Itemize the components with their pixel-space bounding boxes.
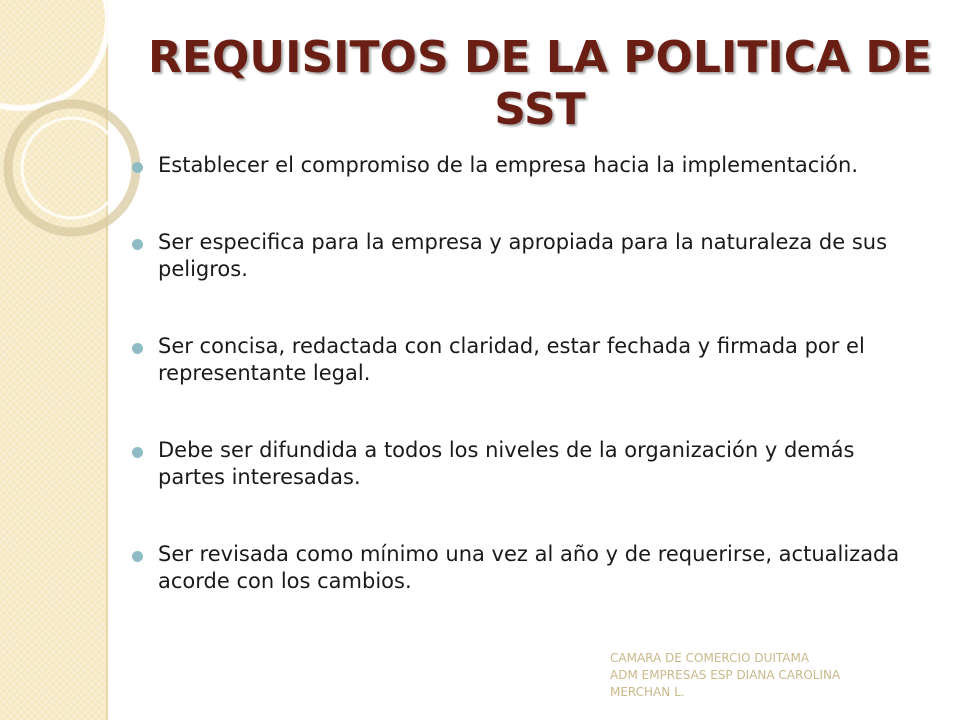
bullet-text: Ser concisa, redactada con claridad, estar fechada y firmada por el representante legal. [158,334,865,385]
bullet-item [130,541,910,595]
bullet-text: Ser especifica para la empresa y apropiada para la naturaleza de sus peligros. [158,230,888,281]
bullet-dot-icon [132,447,143,458]
bullet-item [130,152,910,179]
bullet-dot-icon [132,551,143,562]
decorative-rings [0,0,140,260]
bullet-text: Ser revisada como mínimo una vez al año y de requerirse, actualizada acorde con los cambios. [158,542,900,593]
bullet-text: Debe ser difundida a todos los niveles de la organización y demás partes interesadas. [158,438,855,489]
footer-line: MERCHAN L. [610,685,685,699]
footer-line: CAMARA DE COMERCIO DUITAMA [610,651,810,665]
ring-medium [8,104,136,232]
ring-large [0,0,108,108]
ring-inner [22,118,122,218]
bullet-item [130,437,910,491]
bullet-list [130,152,910,645]
bullet-dot-icon [132,343,143,354]
footer-credit [610,650,910,701]
slide-title: REQUISITOS DE LA POLITICA DE SST [148,32,932,135]
bullet-dot-icon [132,162,143,173]
bullet-dot-icon [132,239,143,250]
bullet-text: Establecer el compromiso de la empresa hacia la implementación. [158,153,859,177]
bullet-item [130,229,910,283]
bullet-item [130,333,910,387]
footer-line: ADM EMPRESAS ESP DIANA CAROLINA [610,668,841,682]
